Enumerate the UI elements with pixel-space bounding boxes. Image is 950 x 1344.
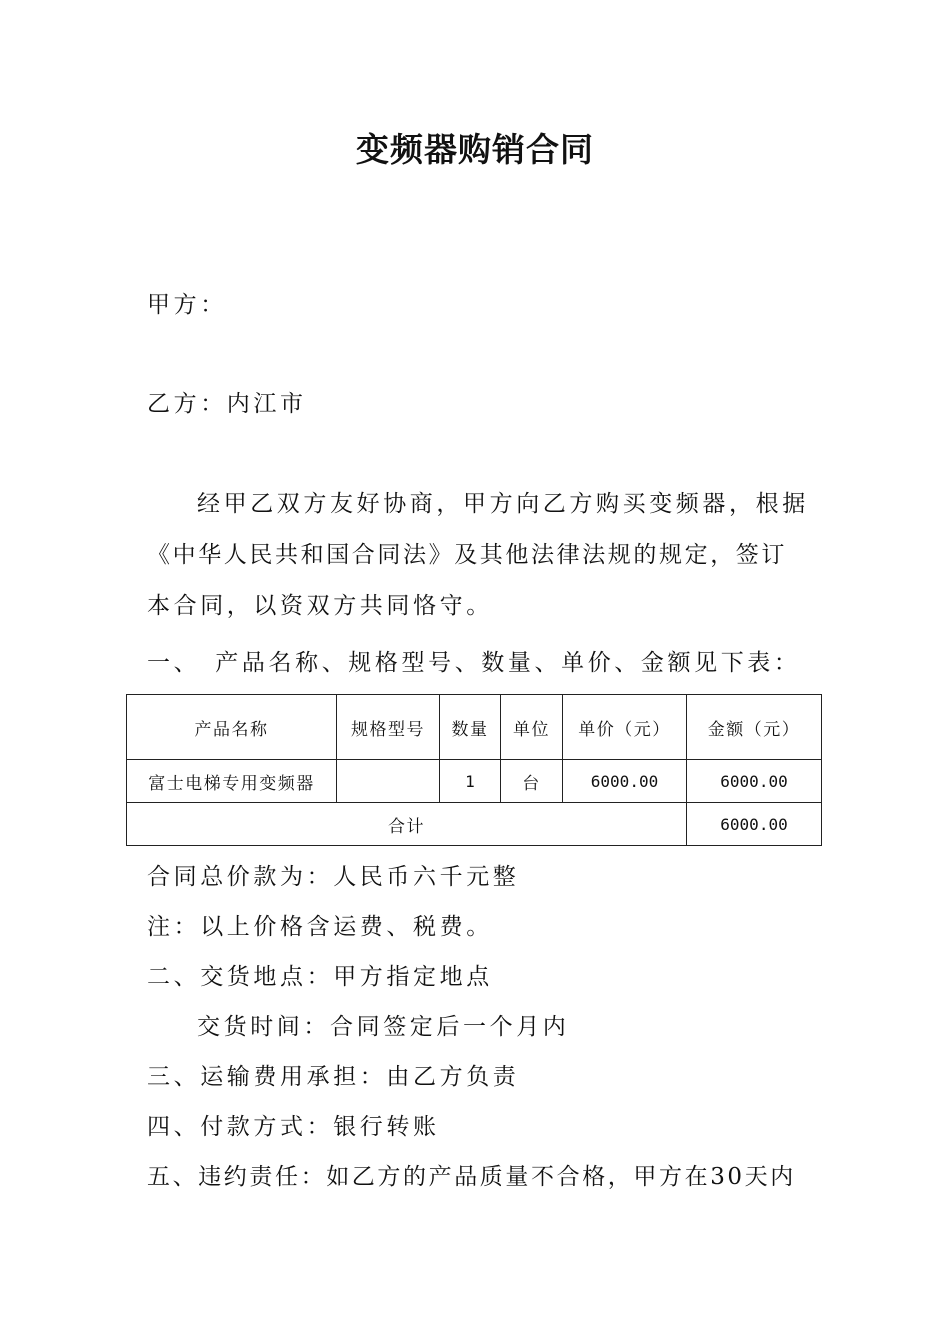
header-unit-price: 单价（元） (563, 695, 687, 760)
intro-line-1: 经甲乙双方友好协商，甲方向乙方购买变频器，根据 (197, 491, 809, 517)
header-spec: 规格型号 (337, 695, 440, 760)
intro-line-2: 《中华人民共和国合同法》及其他法律法规的规定，签订 (147, 542, 787, 568)
price-note: 注：以上价格含运费、税费。 (147, 914, 493, 940)
header-quantity: 数量 (440, 695, 501, 760)
document-title: 变频器购销合同 (356, 130, 594, 169)
intro-line-3: 本合同，以资双方共同恪守。 (147, 593, 493, 619)
cell-unit-price: 6000.00 (563, 760, 687, 803)
cell-unit: 台 (501, 760, 563, 803)
total-amount: 6000.00 (687, 803, 822, 846)
cell-product-name: 富士电梯专用变频器 (127, 760, 337, 803)
cell-spec (337, 760, 440, 803)
header-unit: 单位 (501, 695, 563, 760)
table-header-row (127, 695, 822, 760)
cell-quantity: 1 (440, 760, 501, 803)
section-1-heading: 一、 产品名称、规格型号、数量、单价、金额见下表： (147, 650, 801, 676)
section-2-delivery-place: 二、交货地点：甲方指定地点 (147, 964, 493, 990)
delivery-time: 交货时间：合同签定后一个月内 (197, 1014, 570, 1040)
section-5-liability: 五、违约责任：如乙方的产品质量不合格，甲方在30天内 (147, 1164, 796, 1190)
total-price-text: 合同总价款为：人民币六千元整 (147, 864, 520, 890)
header-amount: 金额（元） (687, 695, 822, 760)
product-table (126, 694, 822, 846)
total-label: 合计 (127, 803, 687, 846)
section-3-transport: 三、运输费用承担：由乙方负责 (147, 1064, 520, 1090)
table-total-row (127, 803, 822, 846)
party-a-label: 甲方： (147, 292, 227, 318)
table-row (127, 760, 822, 803)
header-product-name: 产品名称 (127, 695, 337, 760)
party-b-label: 乙方：内江市 (147, 391, 307, 417)
section-4-payment: 四、付款方式：银行转账 (147, 1114, 440, 1140)
cell-amount: 6000.00 (687, 760, 822, 803)
